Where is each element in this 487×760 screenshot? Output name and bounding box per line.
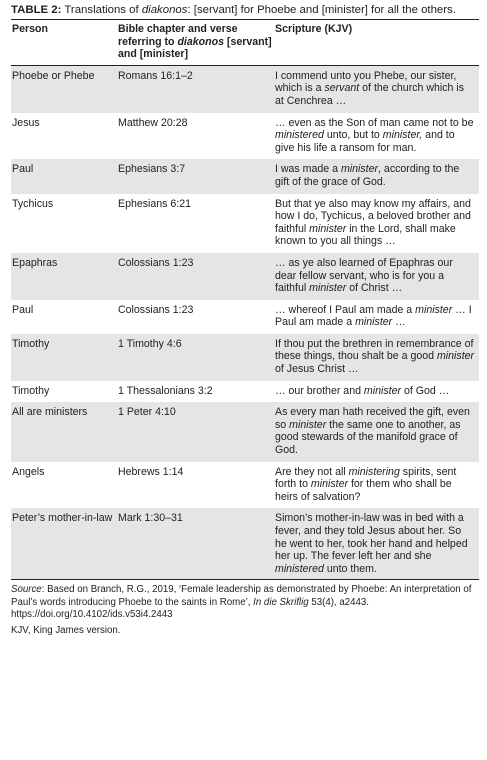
scripture-text: As every man hath received the gift, even so	[275, 406, 470, 431]
scripture-emphasis: minister	[289, 418, 327, 431]
table-row	[11, 381, 479, 403]
cell-person: Timothy	[11, 334, 117, 381]
scripture-emphasis: minister	[309, 222, 347, 235]
cell-reference: Colossians 1:23	[118, 303, 194, 316]
table-row	[11, 253, 479, 300]
scripture-text: of the church which is at Cenchrea …	[275, 82, 465, 107]
cell-person: Phoebe or Phebe	[11, 65, 117, 112]
scripture-emphasis: ministered	[275, 129, 324, 142]
scripture-text: I was made a	[275, 163, 341, 176]
table-caption	[11, 3, 479, 17]
scripture-text: of Jesus Christ …	[275, 363, 359, 376]
scripture-text: … as ye also learned of Epaphras our dear fellow servant, who is for you a faithful	[275, 256, 453, 295]
table-row	[11, 65, 479, 112]
caption-post: : [servant] for Phoebe and [minister] for all the others.	[187, 4, 456, 16]
scripture-text: for them who shall be heirs of salvation?	[275, 478, 452, 503]
scripture-text: But that ye also may know my affairs, and how I do, Tychicus, a beloved brother and faithful	[275, 197, 471, 235]
scripture-emphasis: minister	[340, 163, 379, 176]
cell-reference: Hebrews 1:14	[118, 465, 184, 478]
scripture-text: … whereof I Paul am made a	[275, 303, 416, 316]
cell-scripture	[274, 300, 479, 334]
scripture-emphasis: servant	[324, 82, 360, 95]
cell-person: Angels	[12, 465, 45, 478]
scripture-emphasis: minister	[310, 478, 349, 491]
table-row	[11, 194, 479, 253]
cell-person: Tychicus	[12, 197, 54, 210]
table-header-row	[11, 20, 479, 66]
scripture-text: and to give his life a ransom for man.	[275, 129, 455, 154]
cell-scripture	[274, 462, 479, 509]
scripture-emphasis: ministering	[348, 465, 400, 478]
translations-table	[11, 19, 479, 580]
table-row	[11, 402, 479, 461]
scripture-emphasis: minister	[309, 282, 347, 295]
cell-reference: 1 Peter 4:10	[117, 402, 274, 461]
scripture-text: unto them.	[323, 562, 377, 575]
cell-person: Jesus	[12, 116, 40, 129]
scripture-text: …	[392, 316, 406, 329]
cell-reference: 1 Timothy 4:6	[117, 334, 274, 381]
cell-reference: Ephesians 3:7	[117, 159, 274, 193]
header-scripture: Scripture (KJV)	[274, 20, 479, 66]
cell-person: Epaphras	[11, 253, 117, 300]
scripture-emphasis: minister	[415, 303, 453, 316]
scripture-text: Are they not all	[275, 465, 349, 478]
cell-scripture	[274, 113, 479, 160]
cell-person: Timothy	[12, 384, 50, 397]
header-chapter-term: diakonos	[177, 35, 224, 48]
source-note	[11, 584, 479, 622]
source-label: Source	[11, 584, 42, 596]
scripture-emphasis: minister	[355, 316, 393, 329]
scripture-text: … even as the Son of man came not to be	[275, 116, 474, 129]
cell-person: Paul	[11, 159, 117, 193]
table-row	[11, 334, 479, 381]
source-text-1: : Based on Branch, R.G., 2019, ‘Female leadership as demonstrated by Phoebe: An interpretation of Paul’s words introducing Phoebe to the saints in Rome’,	[11, 584, 472, 608]
caption-term: diakonos	[141, 4, 188, 16]
table-row	[11, 159, 479, 193]
caption-pre: Translations of	[61, 4, 142, 16]
cell-reference: Mark 1:30–31	[117, 508, 274, 579]
cell-scripture	[274, 381, 479, 403]
cell-scripture	[274, 508, 479, 579]
table-row	[11, 113, 479, 160]
scripture-text: of Christ …	[346, 282, 403, 295]
cell-scripture	[274, 65, 479, 112]
scripture-text: spirits, sent forth to	[275, 465, 457, 491]
scripture-emphasis: minister	[363, 384, 402, 397]
table-row	[11, 508, 479, 579]
scripture-text: the same one to another, as good stewards of the manifold grace of God.	[275, 418, 461, 457]
scripture-emphasis: minister,	[382, 129, 423, 142]
cell-reference: Ephesians 6:21	[118, 197, 192, 210]
cell-person: Paul	[12, 303, 34, 316]
table-row	[11, 462, 479, 509]
scripture-text: Simon’s mother-in-law was in bed with a fever, and they told Jesus about her. So he went to her, took her hand and helped her up. The fever left her and she	[275, 512, 468, 563]
cell-scripture	[274, 402, 479, 461]
cell-reference: Romans 16:1–2	[117, 65, 274, 112]
cell-scripture	[274, 253, 479, 300]
cell-scripture	[274, 159, 479, 193]
caption-label: TABLE 2:	[11, 4, 62, 16]
scripture-text: in the Lord, shall make known to you all things …	[275, 222, 456, 248]
table-body	[11, 65, 479, 580]
scripture-emphasis: ministered	[275, 562, 324, 575]
scripture-text: … I Paul am made a	[275, 303, 472, 329]
header-chapter-post: [servant] and [minister]	[118, 35, 272, 61]
source-journal: In die Skriflig	[253, 596, 309, 608]
scripture-text: , according to the gift of the grace of God.	[275, 163, 460, 188]
scripture-text: unto, but to	[323, 129, 383, 142]
cell-reference: Colossians 1:23	[117, 253, 274, 300]
cell-reference: 1 Thessalonians 3:2	[118, 384, 213, 397]
cell-scripture	[274, 194, 479, 253]
cell-person: Peter’s mother-in-law	[11, 508, 117, 579]
scripture-text: I commend unto you Phebe, our sister, which is a	[275, 69, 457, 95]
abbreviation-note: KJV, King James version.	[11, 624, 121, 636]
cell-reference: Matthew 20:28	[118, 116, 188, 129]
cell-scripture	[274, 334, 479, 381]
scripture-emphasis: minister	[436, 350, 475, 363]
scripture-text: of God …	[401, 384, 450, 397]
table-row	[11, 300, 479, 334]
header-person: Person	[11, 20, 117, 66]
scripture-text: … our brother and	[275, 384, 364, 397]
scripture-text: If thou put the brethren in remembrance of these things, thou shalt be a good	[275, 337, 474, 363]
source-text-2: 53(4), a2443. https://doi.org/10.4102/ids.v53i4.2443	[11, 596, 369, 621]
header-chapter	[117, 20, 274, 66]
header-chapter-pre: Bible chapter and verse referring to	[118, 23, 238, 48]
cell-person: All are ministers	[11, 402, 117, 461]
